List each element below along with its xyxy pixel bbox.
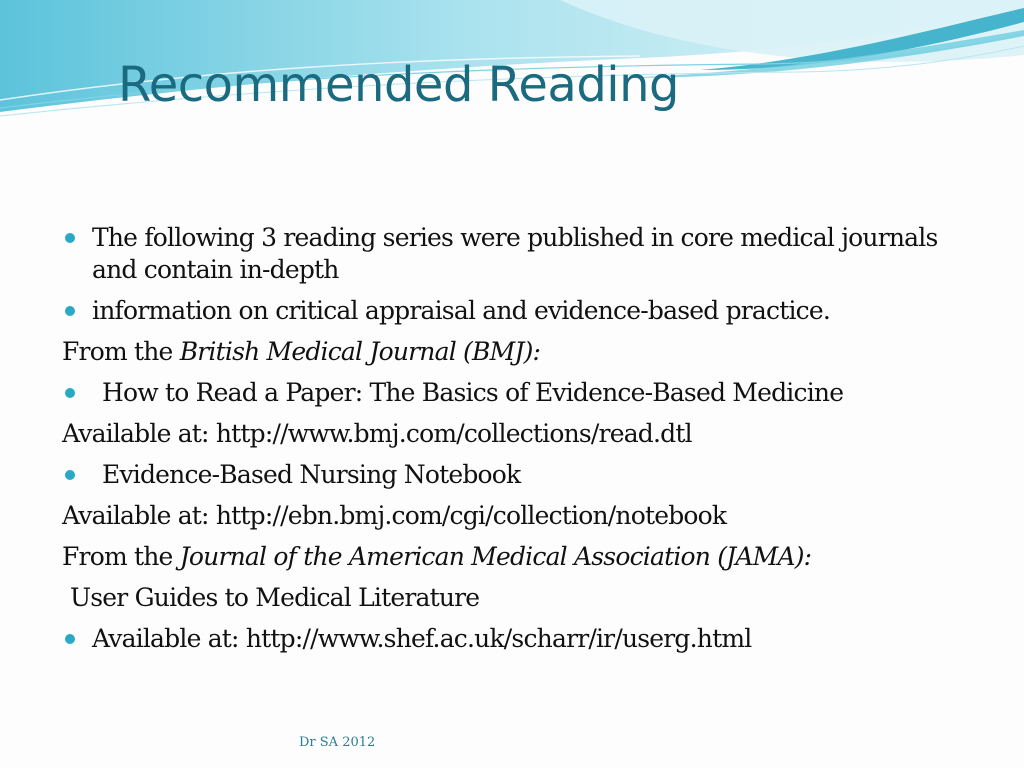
- availability-line: Available at: http://www.bmj.com/collections/read.dtl: [62, 419, 692, 448]
- slide-body: [62, 222, 962, 664]
- bullet-item: [62, 222, 962, 286]
- source-name: British Medical Journal (BMJ):: [179, 337, 541, 366]
- bullet-item: [62, 459, 962, 491]
- bullet-text: information on critical appraisal and evidence-based practice.: [92, 296, 831, 325]
- bullet-text: How to Read a Paper: The Basics of Evidence-Based Medicine: [102, 378, 844, 407]
- bullet-icon: [65, 388, 75, 398]
- bullet-text: The following 3 reading series were published in core medical journals and contain in-depth: [92, 223, 938, 284]
- bullet-text: Evidence-Based Nursing Notebook: [102, 460, 521, 489]
- bullet-item: [62, 377, 962, 409]
- slide-footer: Dr SA 2012: [299, 735, 376, 750]
- bullet-text: Available at: http://www.shef.ac.uk/scharr/ir/userg.html: [92, 624, 752, 653]
- source-prefix: From the: [62, 542, 180, 571]
- bullet-icon: [65, 470, 75, 480]
- bullet-icon: [65, 306, 75, 316]
- bullet-item: [62, 623, 962, 655]
- source-heading: [62, 336, 962, 368]
- availability-line: Available at: http://ebn.bmj.com/cgi/collection/notebook: [62, 501, 727, 530]
- plain-item: User Guides to Medical Literature: [70, 583, 480, 612]
- bullet-icon: [65, 634, 75, 644]
- bullet-item: [62, 295, 962, 327]
- source-name: Journal of the American Medical Association (JAMA):: [179, 542, 812, 571]
- bullet-icon: [65, 233, 75, 243]
- source-heading: [62, 541, 962, 573]
- source-prefix: From the: [62, 337, 180, 366]
- slide-title: Recommended Reading: [118, 57, 680, 113]
